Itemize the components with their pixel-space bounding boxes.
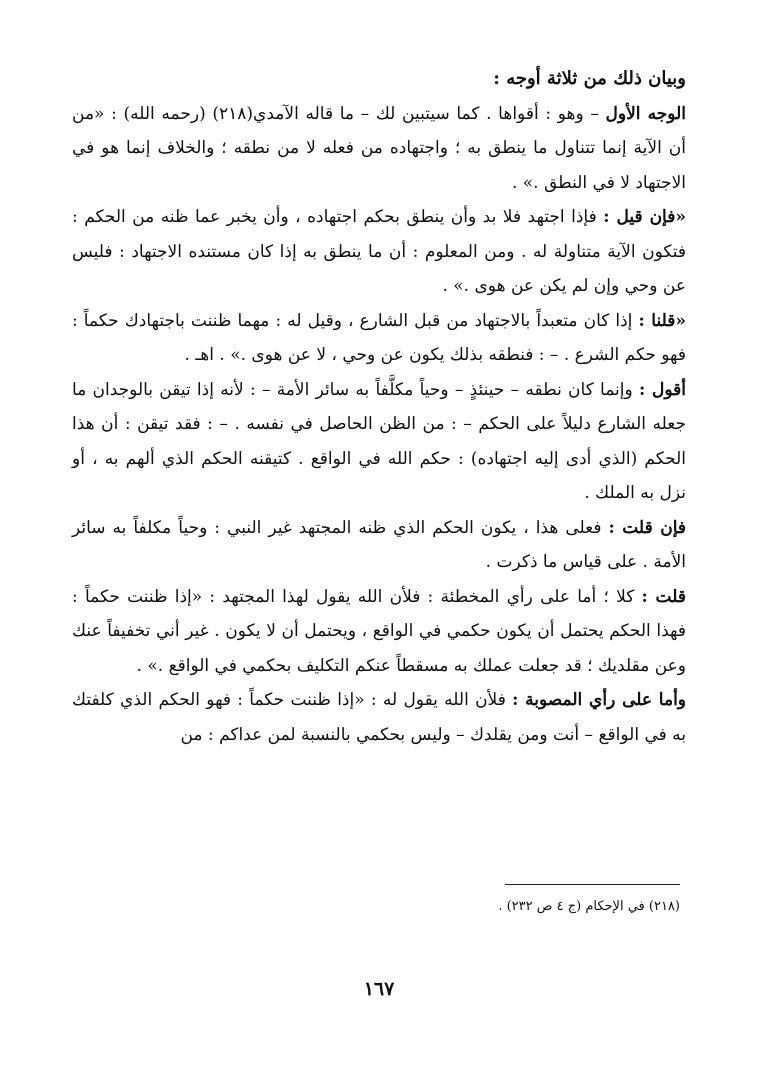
footnote: (٢١٨) في الإحكام (ج ٤ ص ٢٣٢) . [498,899,680,914]
paragraph-text: وإنما كان نطقه – حينئذٍ – وحياً مكلَّفاً به سائر الأمة – : لأنه إذا تيقن بالوجدان ما جعله الشارع دليلاً على الحكم – : من الظن الحاصل في نفسه . – : فقد تيقن : أن هذا الحكم (الذي أدى إليه اجتهاده) : حكم الله في الواقع . كتيقنه الحكم الذي ألهم به ، أو نزل به الملك . [72,379,686,503]
paragraph-answer [72,580,686,684]
section-heading: وبيان ذلك من ثلاثة أوجه : [493,68,686,89]
body-text [72,62,686,752]
paragraph-text: فلأن الله يقول له : «إذا ظننت حكماً : فهو الحكم الذي كلفتك به في الواقع – أنت ومن يقلدك – وليس بحكمي بالنسبة لمن عداكم : من [72,690,686,745]
paragraph-lead: فإن قلت : [608,517,686,538]
paragraph-lead: «فإن قيل : [603,207,686,227]
paragraph-musawwiba [72,683,686,752]
paragraph-text: إذا كان متعبداً بالاجتهاد من قبل الشارع ، وقيل له : مهما ظننت باجتهادك حكماً : فهو حكم الشرع . – : فنطقه بذلك يكون عن وحي ، لا عن هوى .» . اهـ . [72,310,686,365]
paragraph-text: كلا ؛ أما على رأي المخطئة : فلأن الله يقول لهذا المجتهد : «إذا ظننت حكماً : فهذا الحكم يحتمل أن يكون حكمي في الواقع ، ويحتمل أن لا يكون . غير أني تخفيفاً عنك وعن مقلديك ؛ قد جعلت عملك به مسقطاً عنكم التكليف بحكمي في الواقع .» . [72,586,686,676]
paragraph-first-aspect [72,97,686,201]
paragraph-text: فعلى هذا ، يكون الحكم الذي ظنه المجتهد غير النبي : وحياً مكلفاً به سائر الأمة . على قياس ما ذكرت . [72,517,686,572]
paragraph-lead: قلت : [641,586,686,607]
paragraph-lead: أقول : [638,379,686,400]
paragraph-objection [72,200,686,304]
paragraph-lead: «قلنا : [638,310,686,331]
paragraph-question [72,511,686,580]
paragraph-lead: الوجه الأول [605,103,686,124]
page-number: ١٦٧ [363,978,395,1000]
paragraph-text: فإذا اجتهد فلا بد وأن ينطق بحكم اجتهاده ، وأن يخبر عما ظنه من الحكم : فتكون الآية متناولة له . ومن المعلوم : أن ما ينطق به إذا كان مستنده الاجتهاد : فليس عن وحي وإن لم يكن عن هوى .» . [72,207,686,296]
footnote-divider [505,884,680,885]
paragraph-reply [72,304,686,373]
paragraph-author-comment [72,373,686,511]
paragraph-lead: وأما على رأي المصوبة : [512,690,687,710]
paragraph-text: – وهو : أقواها . كما سيتبين لك – ما قاله الآمدي(٢١٨) (رحمه الله) : «من أن الآية إنما تتناول ما ينطق به ؛ واجتهاده من فعله لا من نطقه ؛ والخلاف إنما هو في الاجتهاد لا في النطق .» . [72,103,686,193]
